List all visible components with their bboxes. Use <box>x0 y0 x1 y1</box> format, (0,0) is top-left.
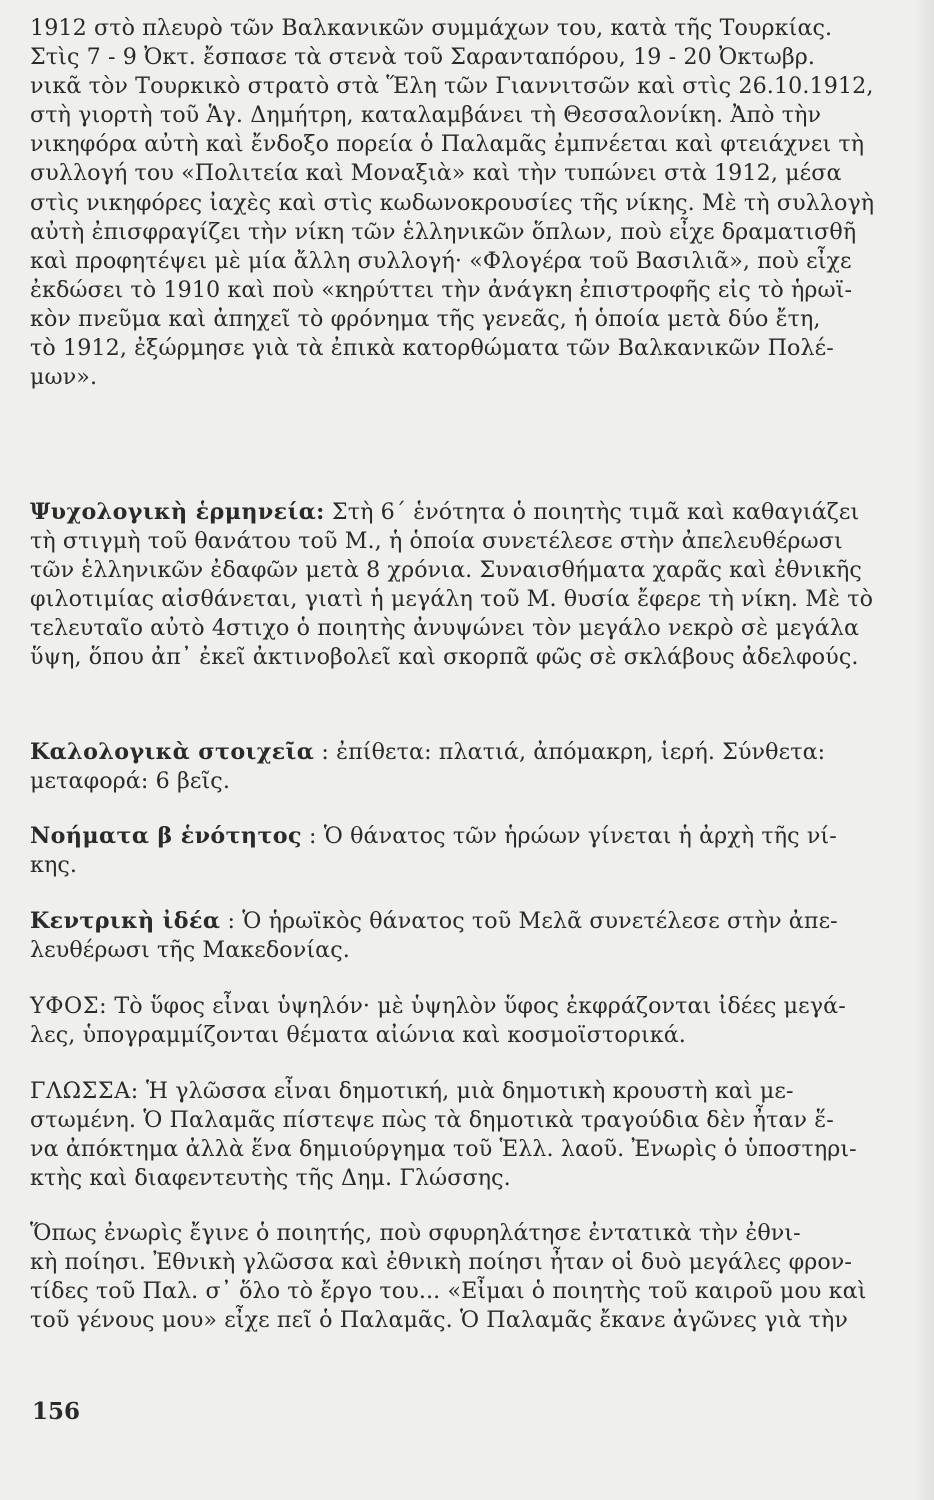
language-heading: ΓΛΩΣΣΑ: <box>30 1078 139 1104</box>
central-idea-heading: Κεντρικὴ ἰδέα <box>30 908 221 934</box>
page-edge-shadow <box>914 0 934 1500</box>
page-number: 156 <box>32 1398 81 1425</box>
language-paragraph <box>30 1077 880 1193</box>
central-idea-paragraph <box>30 907 880 965</box>
intro-paragraph: 1912 στὸ πλευρὸ τῶν Βαλκανικῶν συμμάχων του, κατὰ τῆς Τουρκίας. Στὶς 7 - 9 Ὀκτ. ἔσπασε τὰ στενὰ τοῦ Σαρανταπόρου, 19 - 20 Ὀκτωβρ. νικᾶ τὸν Τουρκικὸ στρατὸ στὰ Ἕλη τῶν Γιαννιτσῶν καὶ στὶς 26.10.1912, στὴ γιορτὴ τοῦ Ἁγ. Δημήτρη, καταλαμβάνει τὴ Θεσσαλονίκη. Ἀπὸ τὴν νικηφόρα αὐτὴ καὶ ἔνδοξο πορεία ὁ Παλαμᾶς ἐμπνέεται καὶ φτειάχνει τὴ συλλογή του «Πολιτεία καὶ Μοναξιὰ» καὶ τὴν τυπώνει στὰ 1912, μέσα στὶς νικηφόρες ἰαχὲς καὶ στὶς κωδωνοκρουσίες τῆς νίκης. Μὲ τὴ συλλογὴ αὐτὴ ἐπισφραγίζει τὴν νίκη τῶν ἑλληνικῶν ὅπλων, ποὺ εἶχε δραματισθῆ καὶ προφητέψει μὲ μία ἄλλη συλλογή· «Φλογέρα τοῦ Βασιλιᾶ», ποὺ εἶχε ἐκδώσει τὸ 1910 καὶ ποὺ «κηρύττει τὴν ἀνάγκη ἐπιστροφῆς εἰς τὸ ἡρωϊ- κὸν πνεῦμα καὶ ἀπηχεῖ τὸ φρόνημα τῆς γενεᾶς, ἡ ὁποία μετὰ δύο ἔτη, τὸ 1912, ἐξώρμησε γιὰ τὰ ἐπικὰ κατορθώματα τῶν Βαλκανικῶν Πολέ- μων». <box>30 15 875 391</box>
book-page <box>30 14 880 1484</box>
style-paragraph <box>30 992 880 1050</box>
meanings-paragraph <box>30 822 880 880</box>
meanings-text: : Ὁ θάνατος τῶν ἡρώων γίνεται ἡ ἀρχὴ τῆς νί- κης. <box>30 823 837 879</box>
stylistic-elements-heading: Καλολογικὰ στοιχεῖα <box>30 739 315 765</box>
meanings-heading: Νοήματα β ἑνότητος <box>30 823 302 849</box>
stylistic-elements-text: : ἐπίθετα: πλατιά, ἀπόμακρη, ἱερή. Σύνθετα: μεταφορά: 6 βεῖς. <box>30 739 826 795</box>
style-text: Τὸ ὕφος εἶναι ὑψηλόν· μὲ ὑψηλὸν ὕφος ἐκφράζονται ἰδέες μεγά- λες, ὑπογραμμίζονται θέματα αἰώνια καὶ κοσμοϊστορικά. <box>30 993 846 1049</box>
language-text: Ἡ γλῶσσα εἶναι δημοτική, μιὰ δημοτικὴ κρουστὴ καὶ με- στωμένη. Ὁ Παλαμᾶς πίστεψε πὼς τὰ δημοτικὰ τραγούδια δὲν ἦταν ἕ- να ἀπόκτημα ἀλλὰ ἕνα δημιούργημα τοῦ Ἑλλ. λαοῦ. Ἐνωρὶς ὁ ὑποστηρι- κτὴς καὶ διαφεντευτὴς τῆς Δημ. Γλώσσης. <box>30 1078 857 1192</box>
stylistic-elements-paragraph <box>30 738 880 796</box>
psychological-interpretation-text: Στὴ 6΄ ἑνότητα ὁ ποιητὴς τιμᾶ καὶ καθαγιάζει τὴ στιγμὴ τοῦ θανάτου τοῦ Μ., ἡ ὁποία συνετέλεσε στὴν ἀπελευθέρωσι τῶν ἑλληνικῶν ἐδαφῶν μετὰ 8 χρόνια. Συναισθήματα χαρᾶς καὶ ἐθνικῆς φιλοτιμίας αἰσθάνεται, γιατὶ ἡ μεγάλη τοῦ Μ. θυσία ἔφερε τὴ νίκη. Μὲ τὸ τελευταῖο αὐτὸ 4στιχο ὁ ποιητὴς ἀνυψώνει τὸν μεγάλο νεκρὸ σὲ μεγάλα ὕψη, ὅπου ἀπ᾽ ἐκεῖ ἀκτινοβολεῖ καὶ σκορπᾶ φῶς σὲ σκλάβους ἀδελφούς. <box>30 499 874 671</box>
psychological-interpretation-heading: Ψυχολογικὴ ἑρμηνεία: <box>30 499 325 525</box>
style-heading: ΥΦΟΣ: <box>30 993 108 1019</box>
psychological-interpretation-paragraph <box>30 498 880 673</box>
closing-paragraph: Ὅπως ἐνωρὶς ἔγινε ὁ ποιητής, ποὺ σφυρηλάτησε ἐντατικὰ τὴν ἐθνι- κὴ ποίησι. Ἐθνικὴ γλῶσσα καὶ ἐθνικὴ ποίησι ἦταν οἱ δυὸ μεγάλες φρον- τίδες τοῦ Παλ. σ᾽ ὅλο τὸ ἔργο του... «Εἶμαι ὁ ποιητὴς τοῦ καιροῦ μου καὶ τοῦ γένους μου» εἶχε πεῖ ὁ Παλαμᾶς. Ὁ Παλαμᾶς ἔκανε ἀγῶνες γιὰ τὴν <box>30 1220 867 1334</box>
central-idea-text: : Ὁ ἡρωϊκὸς θάνατος τοῦ Μελᾶ συνετέλεσε στὴν ἀπε- λευθέρωσι τῆς Μακεδονίας. <box>30 908 838 964</box>
